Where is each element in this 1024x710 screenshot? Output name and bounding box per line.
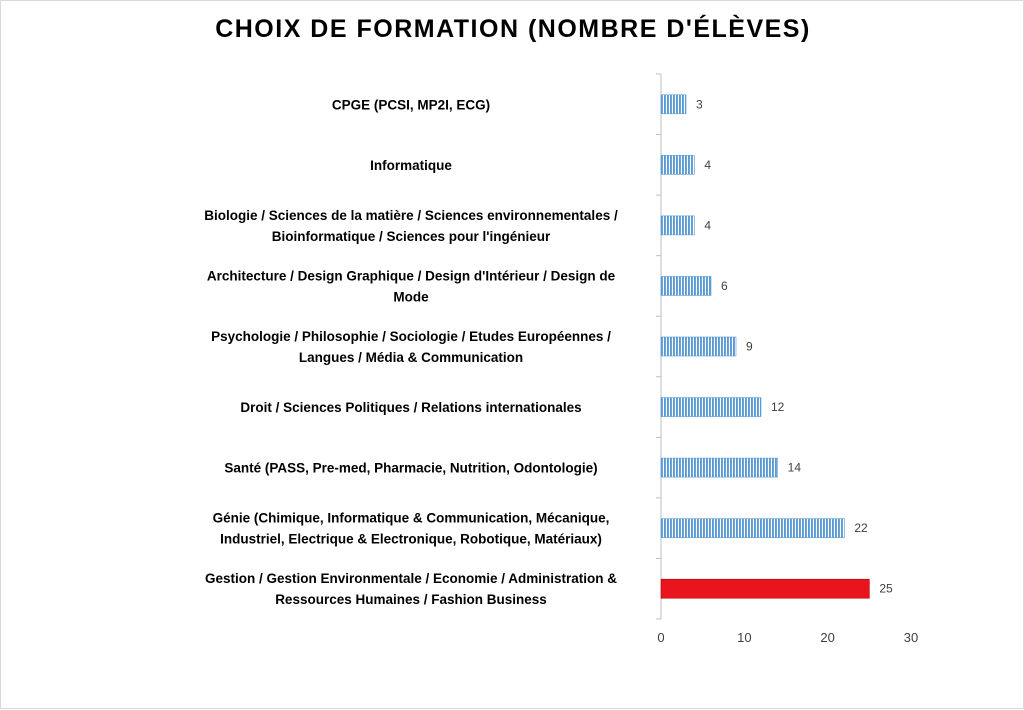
value-label: 12 (771, 400, 785, 415)
category-label (213, 511, 610, 547)
bar (661, 337, 736, 356)
bar (661, 398, 761, 417)
bar (661, 95, 686, 114)
category-label-line: Langues / Média & Communication (298, 350, 524, 365)
category-label (211, 329, 611, 365)
category-label (240, 400, 581, 415)
category-label-line: Biologie / Sciences de la matière / Sciences environnementales / (204, 207, 618, 223)
category-label-line: Informatique (370, 157, 452, 173)
category-label-line: Industriel, Electrique & Electronique, Robotique, Matériaux) (220, 531, 602, 547)
value-label: 22 (854, 521, 868, 536)
category-label (370, 158, 452, 173)
category-label (207, 268, 616, 304)
x-tick-label: 10 (737, 630, 752, 645)
value-label: 3 (696, 97, 703, 112)
bar-chart (1, 1, 1024, 710)
x-tick-label: 20 (820, 630, 835, 645)
bar (661, 519, 844, 538)
value-label: 4 (704, 157, 712, 172)
x-tick-label: 0 (657, 630, 665, 645)
bar (661, 458, 778, 477)
category-label (205, 571, 617, 607)
category-label-line: Bioinformatique / Sciences pour l'ingénieur (271, 228, 551, 244)
category-label (332, 97, 490, 112)
category-label-line: Psychologie / Philosophie / Sociologie / Etudes Européennes / (211, 329, 611, 344)
chart-title: CHOIX DE FORMATION (NOMBRE D'ÉLÈVES) (215, 15, 811, 43)
bar (661, 579, 869, 598)
category-label-line: Gestion / Gestion Environmentale / Economie / Administration & (204, 571, 618, 587)
category-label (204, 208, 618, 244)
value-label: 4 (704, 218, 712, 233)
category-label-line: Santé (PASS, Pre-med, Pharmacie, Nutrition, Odontologie) (224, 460, 598, 476)
value-label: 6 (721, 278, 728, 293)
value-label: 25 (879, 581, 893, 596)
category-label-line: Architecture / Design Graphique / Design d'Intérieur / Design de (206, 268, 616, 284)
bar (661, 155, 694, 174)
category-label (224, 461, 597, 476)
value-label: 14 (787, 460, 802, 475)
category-label-line: Génie (Chimique, Informatique & Communication, Mécanique, (212, 510, 610, 526)
bar (661, 216, 694, 235)
bar (661, 276, 711, 295)
value-label: 9 (746, 339, 753, 354)
x-tick-label: 30 (903, 630, 919, 645)
category-label-line: Mode (393, 289, 429, 305)
category-label-line: CPGE (PCSI, MP2I, ECG) (331, 97, 491, 113)
category-label-line: Ressources Humaines / Fashion Business (275, 592, 547, 608)
category-label-line: Droit / Sciences Politiques / Relations internationales (240, 400, 582, 416)
